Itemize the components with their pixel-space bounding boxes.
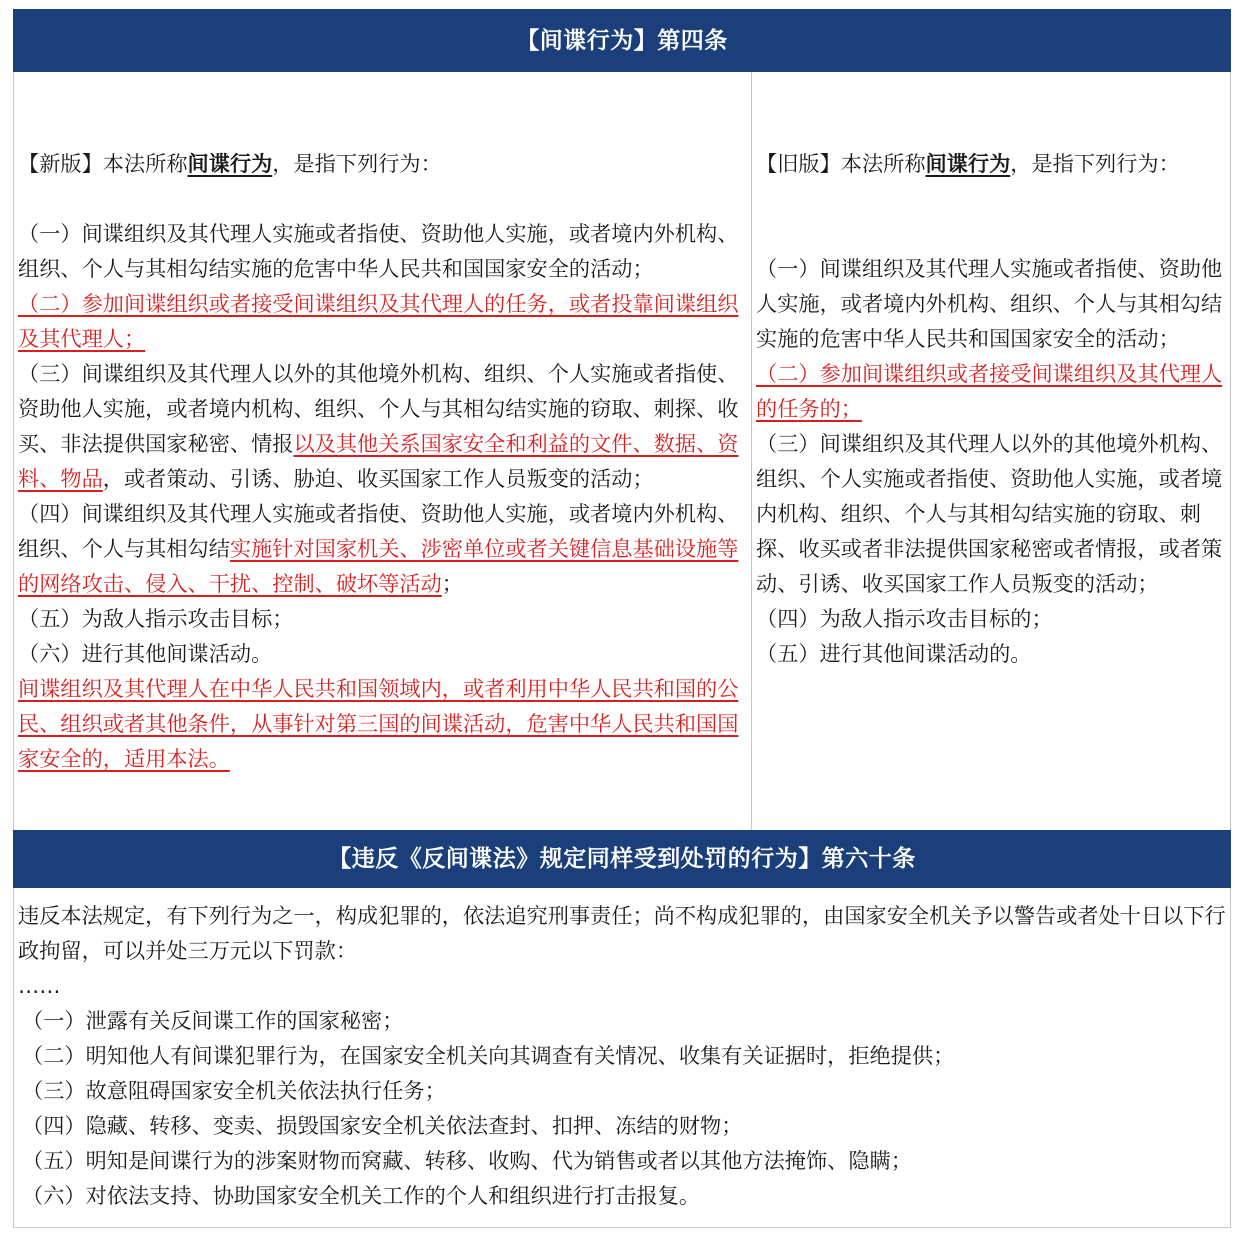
new-clause-4-text-b: ；	[441, 571, 463, 596]
new-clause-4-added: 实施针对国家机关、涉密单位或者关键信息基础设施等的网络攻击、侵入、干扰、控制、破坏等活动	[18, 536, 739, 596]
law-comparison-table	[13, 9, 1231, 1228]
new-version-lead-suffix: ，是指下列行为：	[272, 151, 442, 176]
article-60-item: （三）故意阻碍国家安全机关依法执行任务；	[22, 1078, 446, 1103]
old-clause-1: （一）间谍组织及其代理人实施或者指使、资助他人实施，或者境内外机构、组织、个人与其相勾结实施的危害中华人民共和国国家安全的活动；	[756, 256, 1223, 351]
old-version-lead	[756, 146, 1226, 181]
article-60-intro: 违反本法规定，有下列行为之一，构成犯罪的，依法追究刑事责任；尚不构成犯罪的，由国家安全机关予以警告或者处十日以下行政拘留，可以并处三万元以下罚款：	[18, 903, 1226, 963]
old-clause-5: （五）进行其他间谍活动的。	[756, 641, 1032, 666]
old-version-term: 间谍行为	[925, 151, 1011, 176]
new-clause-4-text-a: （四）间谍组织及其代理人实施或者指使、资助他人实施，或者境内外机构、组织、个人与其相勾结	[18, 501, 739, 561]
old-version-column	[752, 72, 1230, 830]
new-clause-3-added: 以及其他关系国家安全和利益的文件、数据、资料、物品	[18, 431, 739, 491]
old-clause-3: （三）间谍组织及其代理人以外的其他境外机构、组织、个人实施或者指使、资助他人实施，或者境内机构、组织、个人与其相勾结实施的窃取、刺探、收买或者非法提供国家秘密或者情报，或者策动、引诱、收买国家工作人员叛变的活动；	[756, 431, 1223, 596]
section-header-article-4: 【间谍行为】第四条	[13, 9, 1231, 72]
article-60-body	[13, 888, 1231, 1228]
new-clause-3	[18, 356, 747, 496]
old-version-lead-prefix: 【旧版】本法所称	[756, 151, 926, 176]
new-version-lead-prefix: 【新版】本法所称	[18, 151, 188, 176]
new-clause-1: （一）间谍组织及其代理人实施或者指使、资助他人实施，或者境内外机构、组织、个人与其相勾结实施的危害中华人民共和国国家安全的活动；	[18, 221, 739, 281]
new-clause-4	[18, 496, 747, 601]
article-60-item: （一）泄露有关反间谍工作的国家秘密；	[22, 1008, 404, 1033]
new-version-column	[14, 72, 752, 830]
new-clause-3-text-b: ，或者策动、引诱、胁迫、收买国家工作人员叛变的活动；	[102, 466, 654, 491]
new-clause-7-added: 间谍组织及其代理人在中华人民共和国领域内，或者利用中华人民共和国的公民、组织或者其他条件，从事针对第三国的间谍活动，危害中华人民共和国国家安全的，适用本法。	[18, 676, 739, 771]
old-clause-4: （四）为敌人指示攻击目标的；	[756, 606, 1053, 631]
article-60-item: （六）对依法支持、协助国家安全机关工作的个人和组织进行打击报复。	[22, 1183, 701, 1208]
article-60-ellipsis: ……	[18, 973, 61, 998]
new-clause-2-added: （二）参加间谍组织或者接受间谍组织及其代理人的任务，或者投靠间谍组织及其代理人；	[18, 291, 739, 351]
section-header-article-60: 【违反《反间谍法》规定同样受到处罚的行为】第六十条	[13, 830, 1231, 888]
article-60-item: （五）明知是间谍行为的涉案财物而窝藏、转移、收购、代为销售或者以其他方法掩饰、隐瞒；	[22, 1148, 912, 1173]
new-version-term: 间谍行为	[187, 151, 273, 176]
new-clause-5: （五）为敌人指示攻击目标；	[18, 606, 294, 631]
new-version-lead	[18, 146, 442, 181]
article-4-comparison-row	[13, 72, 1231, 830]
old-clause-2-changed: （二）参加间谍组织或者接受间谍组织及其代理人的任务的；	[756, 361, 1223, 421]
new-clause-6: （六）进行其他间谍活动。	[18, 641, 273, 666]
article-60-item: （二）明知他人有间谍犯罪行为，在国家安全机关向其调查有关情况、收集有关证据时，拒绝提供；	[22, 1043, 955, 1068]
article-60-item: （四）隐藏、转移、变卖、损毁国家安全机关依法查封、扣押、冻结的财物；	[22, 1113, 743, 1138]
new-clause-3-text-a: （三）间谍组织及其代理人以外的其他境外机构、组织、个人实施或者指使、资助他人实施，或者境内机构、组织、个人与其相勾结实施的窃取、刺探、收买、非法提供国家秘密、情报	[18, 361, 739, 456]
old-version-lead-suffix: ，是指下列行为：	[1010, 151, 1180, 176]
